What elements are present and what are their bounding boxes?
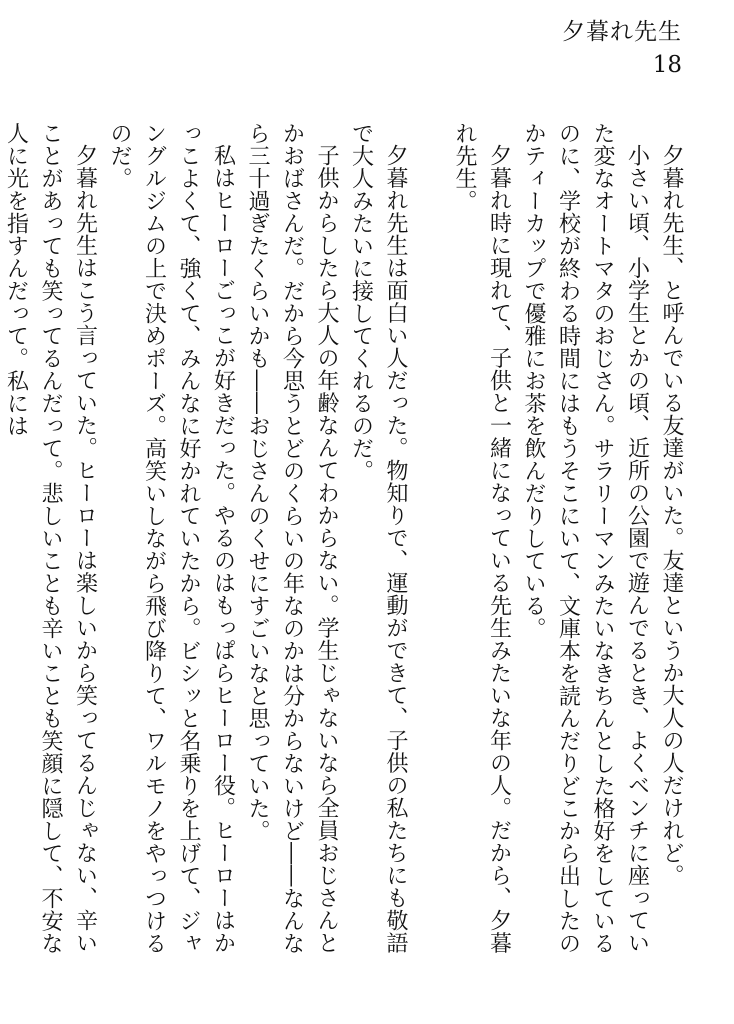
vertical-text-body [3,122,688,972]
blank-line [412,122,447,972]
page-header [562,18,682,80]
paragraph-1: 夕暮れ先生、と呼んでいる友達がいた。友達というか大人の人だけれど。 [659,144,684,887]
paragraph-7: 夕暮れ先生はこう言っていた。ヒーローは楽しいから笑ってるんじゃない、辛いことがあっても笑ってるんだって。悲しいことも辛いことも笑顔に隠して、不安な人に光を指すんだって。私には [3,122,98,955]
paragraph-2: 小さい頃、小学生とかの頃、近所の公園で遊んでるとき、よくベンチに座っていた変なオートマタのおじさん。サラリーマンみたいなきちんとした格好をしているのに、学校が終わる時間にはもうそこにいて、文庫本を読んだりどこから出したのかティーカップで優雅にお茶を飲んだりしている。 [521,122,650,955]
paragraph-5: 子供からしたら大人の年齢なんてわからない。学生じゃないなら全員おじさんとかおばさんだ。だから今思うとどのくらいの年なのかは分からないけど――なんなら三十過ぎたくらいかも――おじさんのくせにすごいなと思っていた。 [245,122,339,955]
running-title: 夕暮れ先生 [562,19,682,45]
paragraph-6: 私はヒーローごっこが好きだった。やるのはもっぱらヒーロー役。ヒーローはかっこよくて、強くて、みんなに好かれていたから。ビシッと名乗りを上げて、ジャングルジムの上で決めポーズ。高笑いしながら飛び降りて、ワルモノをやっつけるのだ。 [107,122,236,955]
page-number: 18 [652,51,682,78]
paragraph-3: 夕暮れ時に現れて、子供と一緒になっている先生みたいな年の人。だから、夕暮れ先生。 [452,122,512,954]
paragraph-4: 夕暮れ先生は面白い人だった。物知りで、運動ができて、子供の私たちにも敬語で大人みたいに接してくれるのだ。 [348,122,408,954]
